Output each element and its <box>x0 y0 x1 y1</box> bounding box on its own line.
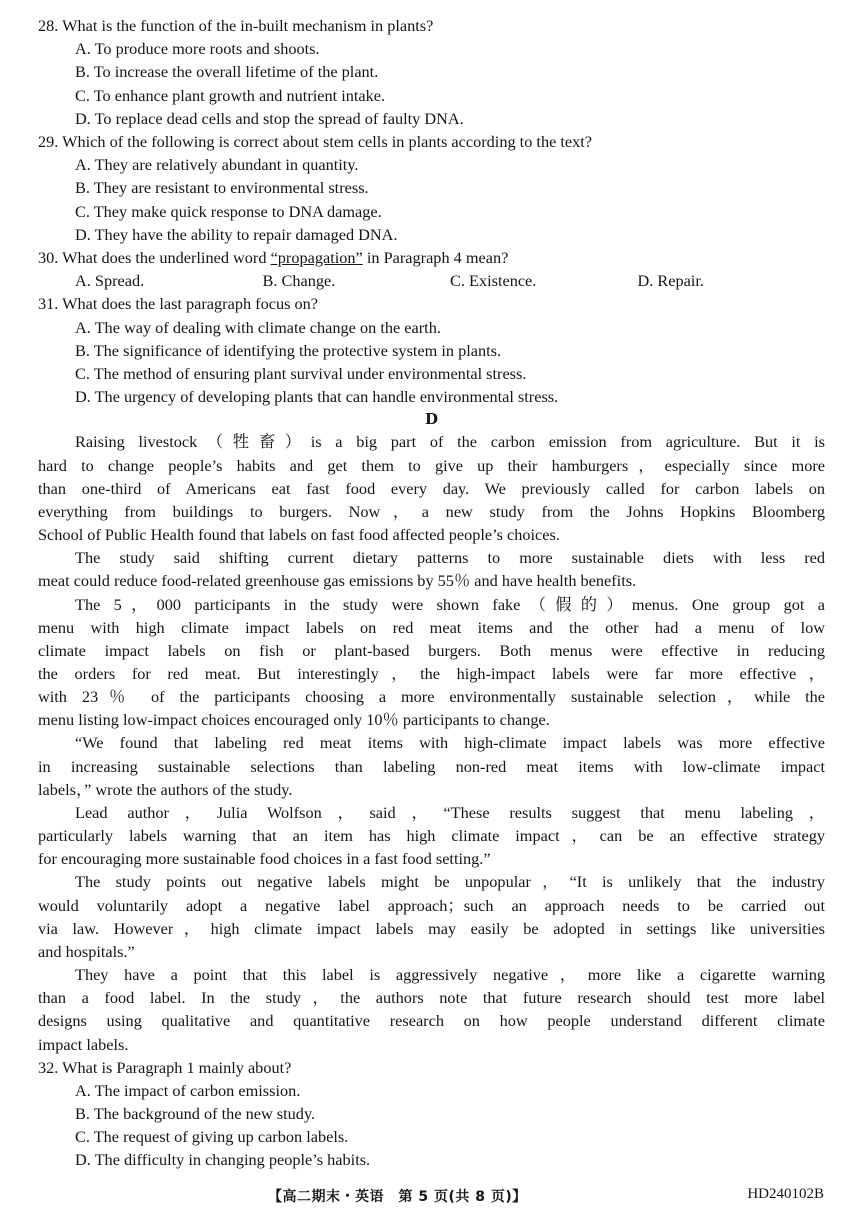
paragraph-line: The 5，000 participants in the study were shown fake（假的）menus. One group got a <box>75 594 825 614</box>
paragraph-line: the orders for red meat. But interestingly，the high-impact labels were far more effective， <box>38 664 825 684</box>
option-d: D. They have the ability to repair damaged DNA. <box>75 224 398 244</box>
passage-paragraph <box>38 731 825 800</box>
option-a: A. They are relatively abundant in quantity. <box>75 155 359 175</box>
question-prefix: 30. What does the underlined word <box>38 248 271 268</box>
question-suffix: in Paragraph 4 mean? <box>362 248 509 268</box>
paragraph-line: The study points out negative labels might be unpopular，“It is unlikely that the industry <box>75 872 825 892</box>
page-info: 【高二期末・英语 第 5 页(共 8 页)】 <box>268 1189 527 1205</box>
paragraph-line: particularly labels warning that an item has high climate impact，can be an effective strategy <box>38 826 825 846</box>
paragraph-line: menu listing low-impact choices encouraged only 10％ participants to change. <box>38 710 550 730</box>
question-text <box>38 246 825 269</box>
paragraph-line: designs using qualitative and quantitative research on how people understand different climate <box>38 1011 825 1031</box>
paragraph-line: Lead author，Julia Wolfson，said，“These results suggest that menu labeling， <box>75 802 825 822</box>
paragraph-line: climate impact labels on fish or plant-based burgers. Both menus were effective in reducing <box>38 640 825 660</box>
option-b: B. To increase the overall lifetime of the plant. <box>75 62 379 82</box>
paragraph-line: for encouraging more sustainable food choices in a fast food setting.” <box>38 849 491 869</box>
paragraph-line: would voluntarily adopt a negative label approach；such an approach needs to be carried out <box>38 895 825 915</box>
question-29 <box>38 130 825 246</box>
passage-paragraph <box>38 430 825 546</box>
paragraph-line: and hospitals.” <box>38 941 135 961</box>
paragraph-line: “We found that labeling red meat items with high-climate impact labels was more effective <box>75 733 825 753</box>
passage-paragraph <box>38 593 825 732</box>
paragraph-line: everything from buildings to burgers. Now，a new study from the Johns Hopkins Bloomberg <box>38 501 825 521</box>
paragraph-line: Raising livestock（牲畜）is a big part of the carbon emission from agriculture. But it is <box>75 432 825 452</box>
option-a: A. To produce more roots and shoots. <box>75 39 320 59</box>
paragraph-line: with 23％ of the participants choosing a more environmentally sustainable selection，while the <box>38 687 825 707</box>
option-c: C. To enhance plant growth and nutrient intake. <box>75 85 386 105</box>
paragraph-line: School of Public Health found that labels on fast food affected people’s choices. <box>38 525 560 545</box>
passage-paragraph <box>38 801 825 870</box>
paragraph-line: meat could reduce food-related greenhouse gas emissions by 55％ and have health benefits. <box>38 571 637 591</box>
option-c: C. The request of giving up carbon labels. <box>75 1127 349 1147</box>
question-text: 31. What does the last paragraph focus on? <box>38 294 319 314</box>
paragraph-line: via law. However，high climate impact labels may easily be adopted in settings like universities <box>38 918 825 938</box>
option-a: A. The impact of carbon emission. <box>75 1080 301 1100</box>
paragraph-line: impact labels. <box>38 1034 129 1054</box>
paragraph-line: than a food label. In the study，the authors note that future research should test more label <box>38 988 825 1008</box>
paragraph-line: in increasing sustainable selections than labeling non-red meat items with low-climate impact <box>38 756 825 776</box>
question-text: 29. Which of the following is correct about stem cells in plants according to the text? <box>38 132 593 152</box>
paragraph-line: They have a point that this label is aggressively negative，more like a cigarette warning <box>75 965 825 985</box>
option-c: C. The method of ensuring plant survival under environmental stress. <box>75 364 527 384</box>
reading-passage <box>38 430 825 1055</box>
paragraph-line: menu with high climate impact labels on red meat items and the other had a menu of low <box>38 617 825 637</box>
underlined-word: “propagation” <box>270 248 363 268</box>
option-b: B. Change. <box>262 271 336 291</box>
question-text: 32. What is Paragraph 1 mainly about? <box>38 1057 292 1077</box>
paragraph-line: hard to change people’s habits and get them to give up their hamburgers，especially since more <box>38 455 825 475</box>
option-d: D. Repair. <box>637 271 704 291</box>
option-d: D. The urgency of developing plants that can handle environmental stress. <box>75 387 559 407</box>
option-b: B. They are resistant to environmental stress. <box>75 178 369 198</box>
passage-paragraph <box>38 546 825 592</box>
option-d: D. To replace dead cells and stop the spread of faulty DNA. <box>75 108 464 128</box>
document-code: HD240102B <box>747 1186 824 1202</box>
option-b: B. The background of the new study. <box>75 1104 316 1124</box>
paragraph-line: than one-third of Americans eat fast food every day. We previously called for carbon labels on <box>38 478 825 498</box>
option-d: D. The difficulty in changing people’s habits. <box>75 1150 371 1170</box>
question-text: 28. What is the function of the in-built mechanism in plants? <box>38 16 434 35</box>
option-a: A. Spread. <box>75 271 145 291</box>
option-c: C. They make quick response to DNA damage. <box>75 201 382 221</box>
options-row <box>38 269 825 292</box>
passage-paragraph <box>38 870 825 963</box>
question-31 <box>38 292 825 408</box>
passage-paragraph <box>38 963 825 1056</box>
question-30 <box>38 246 825 292</box>
paragraph-line: The study said shifting current dietary patterns to more sustainable diets with less red <box>75 548 825 568</box>
option-a: A. The way of dealing with climate change on the earth. <box>75 317 441 337</box>
option-b: B. The significance of identifying the protective system in plants. <box>75 340 502 360</box>
option-c: C. Existence. <box>450 271 537 291</box>
paragraph-line: labels，” wrote the authors of the study. <box>38 779 293 799</box>
section-heading: D <box>424 410 438 429</box>
question-28 <box>38 14 825 130</box>
exam-page <box>38 14 825 1172</box>
question-32 <box>38 1056 825 1172</box>
